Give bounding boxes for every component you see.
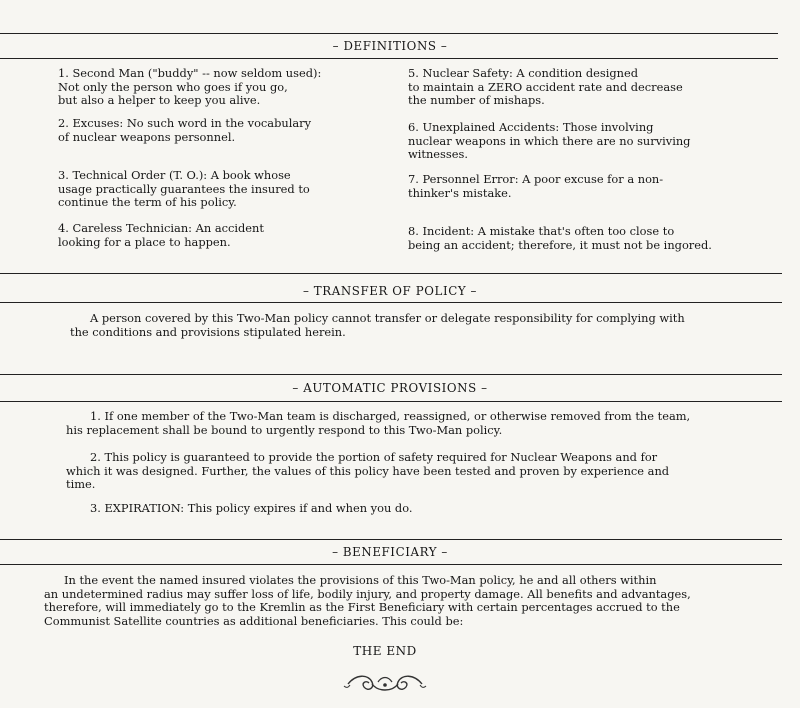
rule-top-definitions (0, 33, 778, 34)
definitions-heading: – DEFINITIONS – (332, 39, 448, 53)
definition-item-6: 6. Unexplained Accidents: Those involving nuclear weapons in which there are no surviving witnesses. (408, 120, 691, 162)
definition-item-4: 4. Careless Technician: An accident looking for a place to happen. (58, 221, 264, 249)
transfer-text: A person covered by this Two-Man policy cannot transfer or delegate responsibility for complying with the conditions and provisions stipulated herein. (70, 311, 685, 339)
transfer-heading: – TRANSFER OF POLICY – (302, 284, 478, 298)
rule-bottom-transfer (0, 302, 782, 303)
definition-item-2: 2. Excuses: No such word in the vocabulary of nuclear weapons personnel. (58, 116, 312, 144)
the-end-label: THE END (353, 644, 417, 658)
definition-item-1: 1. Second Man ("buddy" -- now seldom used): Not only the person who goes if you go, but also a helper to keep you alive. (58, 66, 322, 108)
rule-top-beneficiary (0, 539, 782, 540)
beneficiary-heading: – BENEFICIARY – (332, 545, 448, 559)
automatic-item-1: 1. If one member of the Two-Man team is discharged, reassigned, or otherwise removed from the team, his replacement shall be bound to urgently respond to this Two-Man policy. (66, 409, 691, 437)
automatic-item-3: 3. EXPIRATION: This policy expires if and when you do. (90, 501, 413, 515)
rule-top-transfer (0, 273, 782, 274)
automatic-heading: – AUTOMATIC PROVISIONS – (292, 381, 488, 395)
beneficiary-text: In the event the named insured violates the provisions of this Two-Man policy, he and all others within an undetermined radius may suffer loss of life, bodily injury, and property damage. All benefits and advantages, therefore, will immediately go to the Kremlin as the First Beneficiary with certain percentages accrued to the Communist Satellite countries as additional beneficiaries. This could be: (44, 573, 691, 628)
definition-item-3: 3. Technical Order (T. O.): A book whose usage practically guarantees the insured to continue the term of his policy. (58, 168, 310, 210)
definition-item-8: 8. Incident: A mistake that's often too close to being an accident; therefore, it must not be ingored. (408, 224, 712, 252)
rule-bottom-definitions (0, 58, 778, 59)
ornamental-flourish-icon (342, 670, 428, 696)
rule-bottom-automatic (0, 401, 782, 402)
rule-bottom-beneficiary (0, 564, 782, 565)
definition-item-7: 7. Personnel Error: A poor excuse for a non- thinker's mistake. (408, 172, 664, 200)
definition-item-5: 5. Nuclear Safety: A condition designed to maintain a ZERO accident rate and decrease the number of mishaps. (408, 66, 683, 108)
rule-top-automatic (0, 374, 782, 375)
automatic-item-2: 2. This policy is guaranteed to provide the portion of safety required for Nuclear Weapons and for which it was designed. Further, the values of this policy have been tested and proven by experience and time. (66, 450, 670, 492)
